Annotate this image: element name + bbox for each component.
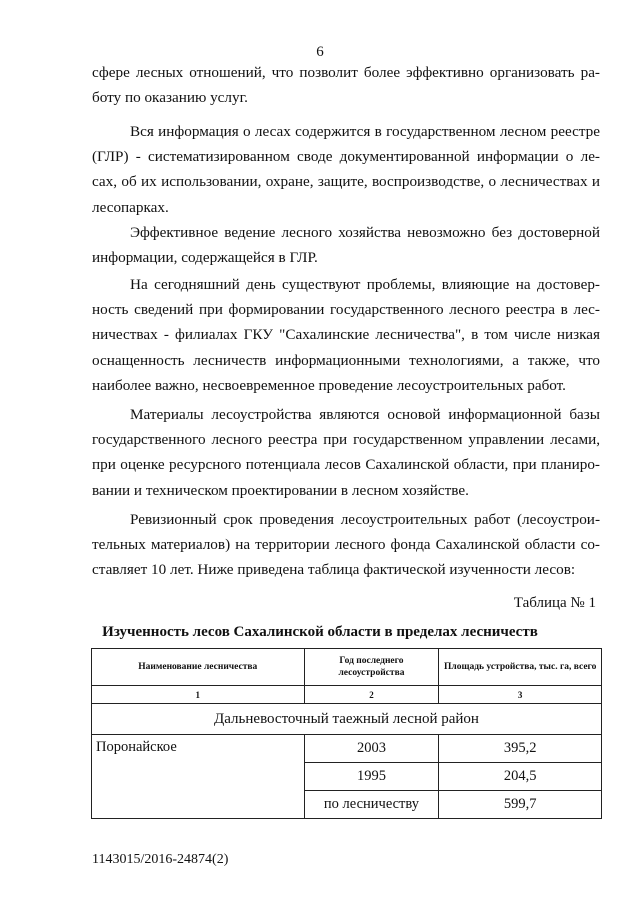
text-line: информации, содержащейся в ГЛР. <box>92 249 318 267</box>
text-line: государственного лесного реестра при государственном управлении лесами, <box>92 431 600 449</box>
text-line: лесопарках. <box>92 198 169 216</box>
forest-study-table <box>91 648 602 819</box>
region-row <box>92 704 602 735</box>
paragraph <box>92 272 600 398</box>
text-line: Ревизионный срок проведения лесоустроительных работ (лесоустрои- <box>130 511 600 528</box>
text-line: сфере лесных отношений, что позволит более эффективно организовать ра- <box>92 64 600 81</box>
text-line: Эффективное ведение лесного хозяйства невозможно без достоверной <box>130 224 600 241</box>
text-line: (ГЛР) - систематизированном своде документированной информации о ле- <box>92 148 600 166</box>
text-line: ничествах - филиалах ГКУ "Сахалинские лесничества", в том числе низкая <box>92 326 600 344</box>
text-line: боту по оказанию услуг. <box>92 89 248 107</box>
column-header-area: Площадь устройства, тыс. га, всего <box>439 649 602 686</box>
text-line: при оценке ресурсного потенциала лесов Сахалинской области, при планиро- <box>92 456 600 474</box>
column-number: 1 <box>92 686 305 704</box>
column-header-forestry: Наименование лесничества <box>92 649 305 686</box>
paragraph <box>92 402 600 503</box>
table-title: Изученность лесов Сахалинской области в пределах лесничеств <box>102 624 538 640</box>
year-cell: 1995 <box>304 763 439 791</box>
text-line: сах, об их использовании, охране, защите, воспроизводстве, о лесничествах и <box>92 173 600 191</box>
column-number-row <box>92 686 602 704</box>
text-line: ставляет 10 лет. Ниже приведена таблица фактической изученности лесов: <box>92 561 576 579</box>
paragraph <box>92 507 600 583</box>
text-line: оснащенность лесничеств информационными технологиями, а также, что <box>92 351 600 369</box>
paragraph <box>92 60 600 110</box>
column-header-year: Год последнего лесоустройства <box>304 649 439 686</box>
area-cell: 395,2 <box>439 735 602 763</box>
column-number: 3 <box>439 686 602 704</box>
page-number: 6 <box>316 44 324 60</box>
region-name: Дальневосточный таежный лесной район <box>92 704 602 735</box>
text-line: Вся информация о лесах содержится в государственном лесном реестре <box>130 123 600 140</box>
column-number: 2 <box>304 686 439 704</box>
text-line: На сегодняшний день существуют проблемы, влияющие на достовер- <box>130 276 600 293</box>
table-label: Таблица № 1 <box>513 595 596 611</box>
text-line: Материалы лесоустройства являются основой информационной базы <box>130 406 600 423</box>
area-cell: 599,7 <box>439 791 602 819</box>
area-cell: 204,5 <box>439 763 602 791</box>
year-cell: 2003 <box>304 735 439 763</box>
paragraph <box>92 119 600 220</box>
paragraph <box>92 220 600 270</box>
table-row <box>92 735 602 763</box>
subtotal-label: по лесничеству <box>304 791 439 819</box>
text-line: вании и техническом проектировании в лесном хозяйстве. <box>92 481 469 499</box>
table-header-row <box>92 649 602 686</box>
text-line: тельных материалов) на территории лесного фонда Сахалинской области со- <box>92 536 600 554</box>
forestry-name: Поронайское <box>92 735 305 819</box>
text-line: ность сведений при формировании государственного лесного реестра в лес- <box>92 301 600 319</box>
document-code: 1143015/2016-24874(2) <box>92 852 229 867</box>
text-line: наиболее важно, несвоевременное проведение лесоустроительных работ. <box>92 376 566 394</box>
